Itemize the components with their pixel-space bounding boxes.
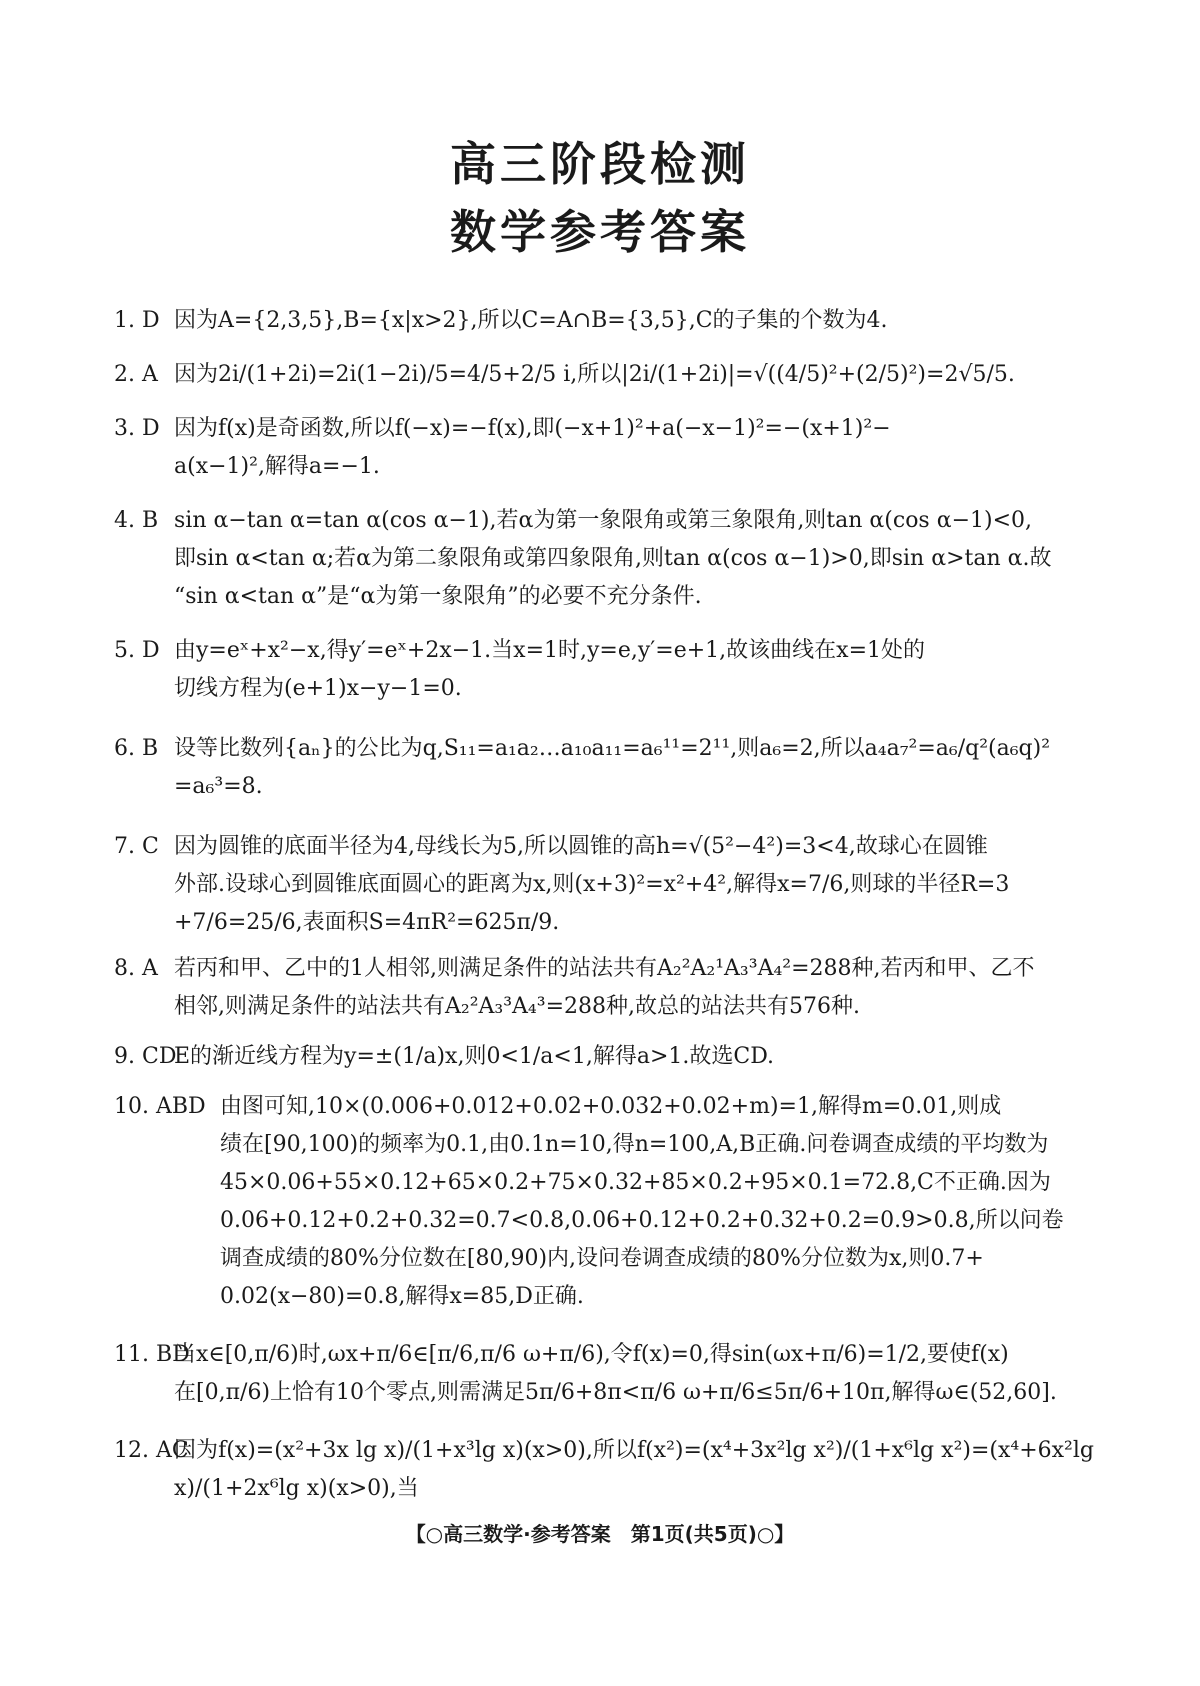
explanation-line: 调查成绩的80%分位数在[80,90)内,设问卷调查成绩的80%分位数为x,则0.7+ (220, 1246, 984, 1271)
explanation-line: +7/6=25/6,表面积S=4πR²=625π/9. (174, 910, 560, 935)
answer-key: 9. CD (114, 1044, 177, 1069)
answer-key: 6. B (114, 736, 159, 761)
answer-explanation (174, 950, 1094, 1026)
answer-explanation (174, 502, 1094, 616)
answer-key: 5. D (114, 638, 160, 663)
answer-explanation (174, 730, 1094, 806)
answer-item (114, 730, 1094, 806)
explanation-line: 0.02(x−80)=0.8,解得x=85,D正确. (220, 1284, 584, 1309)
answer-item (114, 1088, 1094, 1316)
answer-explanation (174, 356, 1094, 394)
answer-item (114, 1432, 1094, 1508)
answer-item (114, 302, 1094, 340)
explanation-line: 设等比数列{aₙ}的公比为q,S₁₁=a₁a₂…a₁₀a₁₁=a₆¹¹=2¹¹,则a₆=2,所以a₄a₇²=a₆/q²(a₆q)² (174, 736, 1051, 761)
answer-key: 8. A (114, 956, 158, 981)
page-footer: 【○高三数学·参考答案 第1页(共5页)○】 (405, 1522, 795, 1546)
answer-item (114, 356, 1094, 394)
explanation-line: 由图可知,10×(0.006+0.012+0.02+0.032+0.02+m)=1,解得m=0.01,则成 (220, 1094, 1002, 1119)
answer-explanation (174, 1432, 1094, 1508)
explanation-line: 因为f(x)=(x²+3x lg x)/(1+x³lg x)(x>0),所以f(x²)=(x⁴+3x²lg x²)/(1+x⁶lg x²)=(x⁴+6x²lg x)/(1+2x⁶lg x)(x>0),当 (174, 1438, 1094, 1501)
explanation-line: sin α−tan α=tan α(cos α−1),若α为第一象限角或第三象限角,则tan α(cos α−1)<0, (174, 508, 1033, 533)
explanation-line: E的渐近线方程为y=±(1/a)x,则0<1/a<1,解得a>1.故选CD. (174, 1044, 775, 1069)
explanation-line: 45×0.06+55×0.12+65×0.2+75×0.32+85×0.2+95×0.1=72.8,C不正确.因为 (220, 1170, 1051, 1195)
answer-item (114, 632, 1094, 708)
page-title-line2: 数学参考答案 (450, 205, 750, 259)
answer-explanation (174, 828, 1094, 942)
answer-key: 2. A (114, 362, 158, 387)
answers-list (114, 290, 1094, 1508)
answer-key: 4. B (114, 508, 159, 533)
explanation-line: “sin α<tan α”是“α为第一象限角”的必要不充分条件. (174, 584, 702, 609)
answer-key: 3. D (114, 416, 160, 441)
answer-key: 10. ABD (114, 1094, 206, 1119)
answer-key: 11. BD (114, 1342, 190, 1367)
explanation-line: 0.06+0.12+0.2+0.32=0.7<0.8,0.06+0.12+0.2+0.32+0.2=0.9>0.8,所以问卷 (220, 1208, 1064, 1233)
answer-explanation (174, 302, 1094, 340)
explanation-line: a(x−1)²,解得a=−1. (174, 454, 380, 479)
explanation-line: 即sin α<tan α;若α为第二象限角或第四象限角,则tan α(cos α−1)>0,即sin α>tan α.故 (174, 546, 1052, 571)
explanation-line: 切线方程为(e+1)x−y−1=0. (174, 676, 462, 701)
answer-item (114, 1038, 1094, 1076)
explanation-line: 当x∈[0,π/6)时,ωx+π/6∈[π/6,π/6 ω+π/6),令f(x)=0,得sin(ωx+π/6)=1/2,要使f(x) (174, 1342, 1009, 1367)
explanation-line: =a₆³=8. (174, 774, 263, 799)
explanation-line: 由y=eˣ+x²−x,得y′=eˣ+2x−1.当x=1时,y=e,y′=e+1,故该曲线在x=1处的 (174, 638, 926, 663)
answer-item (114, 1336, 1094, 1412)
answer-item (114, 950, 1094, 1026)
explanation-line: 因为f(x)是奇函数,所以f(−x)=−f(x),即(−x+1)²+a(−x−1)²=−(x+1)²− (174, 416, 891, 441)
answer-explanation (174, 1038, 1094, 1076)
answer-explanation (174, 1336, 1094, 1412)
explanation-line: 外部.设球心到圆锥底面圆心的距离为x,则(x+3)²=x²+4²,解得x=7/6,则球的半径R=3 (174, 872, 1010, 897)
explanation-line: 若丙和甲、乙中的1人相邻,则满足条件的站法共有A₂²A₂¹A₃³A₄²=288种,若丙和甲、乙不 (174, 956, 1035, 981)
answer-explanation (174, 632, 1094, 708)
answer-key: 7. C (114, 834, 159, 859)
explanation-line: 相邻,则满足条件的站法共有A₂²A₃³A₄³=288种,故总的站法共有576种. (174, 994, 860, 1019)
answer-key: 12. AC (114, 1438, 189, 1463)
page-title-line1: 高三阶段检测 (450, 137, 750, 191)
answer-item (114, 502, 1094, 616)
explanation-line: 绩在[90,100)的频率为0.1,由0.1n=10,得n=100,A,B正确.问卷调查成绩的平均数为 (220, 1132, 1049, 1157)
explanation-line: 在[0,π/6)上恰有10个零点,则需满足5π/6+8π<π/6 ω+π/6≤5π/6+10π,解得ω∈(52,60]. (174, 1380, 1057, 1405)
answer-key: 1. D (114, 308, 160, 333)
explanation-line: 因为A={2,3,5},B={x|x>2},所以C=A∩B={3,5},C的子集的个数为4. (174, 308, 888, 333)
explanation-line: 因为圆锥的底面半径为4,母线长为5,所以圆锥的高h=√(5²−4²)=3<4,故球心在圆锥 (174, 834, 988, 859)
explanation-line: 因为2i/(1+2i)=2i(1−2i)/5=4/5+2/5 i,所以|2i/(1+2i)|=√((4/5)²+(2/5)²)=2√5/5. (174, 362, 1015, 387)
answer-explanation (220, 1088, 1094, 1316)
answer-item (114, 410, 1094, 486)
answer-explanation (174, 410, 1094, 486)
answer-item (114, 828, 1094, 942)
